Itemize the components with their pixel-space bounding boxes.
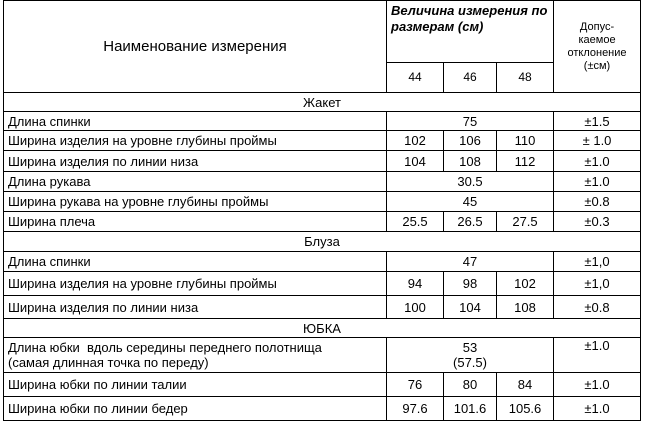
row-tolerance: ±0.8 xyxy=(554,192,641,212)
row-value-46: 101.6 xyxy=(444,397,497,421)
section-title-blouse: Блуза xyxy=(4,232,641,252)
row-value-46: 26.5 xyxy=(444,212,497,232)
row-name: Ширина изделия по линии низа xyxy=(4,151,387,172)
row-tolerance: ±1.0 xyxy=(554,172,641,192)
row-name: Ширина рукава на уровне глубины проймы xyxy=(4,192,387,212)
row-tolerance: ±0.3 xyxy=(554,212,641,232)
row-value-44: 94 xyxy=(387,272,444,296)
row-value-48: 102 xyxy=(497,272,554,296)
header-measurement-name: Наименование измерения xyxy=(4,1,387,93)
row-value-48: 108 xyxy=(497,296,554,319)
row-tolerance: ±1.0 xyxy=(554,397,641,421)
row-name: Длина спинки xyxy=(4,252,387,272)
row-value-line: 53 xyxy=(462,340,478,355)
header-tolerance xyxy=(554,1,641,93)
header-size-values: Величина измерения по размерам (см) xyxy=(387,1,554,63)
row-value-44: 104 xyxy=(387,151,444,172)
table-row xyxy=(4,151,641,172)
row-name: Ширина изделия на уровне глубины проймы xyxy=(4,131,387,151)
table-row xyxy=(4,212,641,232)
size-44: 44 xyxy=(387,63,444,93)
measurement-table xyxy=(3,0,641,421)
section-title-jacket: Жакет xyxy=(4,93,641,112)
row-value-46: 106 xyxy=(444,131,497,151)
row-value-merged: 45 xyxy=(387,192,554,212)
row-value-48: 112 xyxy=(497,151,554,172)
row-value-44: 25.5 xyxy=(387,212,444,232)
row-tolerance: ±1.0 xyxy=(554,151,641,172)
row-value-46: 108 xyxy=(444,151,497,172)
table-row xyxy=(4,131,641,151)
row-name: Длина спинки xyxy=(4,112,387,131)
section-title-skirt: ЮБКА xyxy=(4,319,641,338)
row-value-48: 105.6 xyxy=(497,397,554,421)
row-tolerance: ±1,0 xyxy=(554,252,641,272)
row-tolerance: ±1.0 xyxy=(554,338,641,373)
row-value-48: 27.5 xyxy=(497,212,554,232)
row-value-merged: 75 xyxy=(387,112,554,131)
row-name: Ширина изделия по линии низа xyxy=(4,296,387,319)
row-value-merged: 47 xyxy=(387,252,554,272)
table-row xyxy=(4,397,641,421)
row-name: Ширина юбки по линии талии xyxy=(4,373,387,397)
row-name: Длина рукава xyxy=(4,172,387,192)
row-value-48: 84 xyxy=(497,373,554,397)
row-name xyxy=(4,338,387,373)
table-row xyxy=(4,112,641,131)
row-value-line: (57.5) xyxy=(453,355,487,370)
row-tolerance: ±1.5 xyxy=(554,112,641,131)
row-tolerance: ±1.0 xyxy=(554,373,641,397)
table-row xyxy=(4,192,641,212)
row-name: Ширина изделия на уровне глубины проймы xyxy=(4,272,387,296)
row-name: Ширина плеча xyxy=(4,212,387,232)
table-row xyxy=(4,296,641,319)
header-tolerance-line: Допус- xyxy=(579,20,615,33)
row-value-44: 100 xyxy=(387,296,444,319)
header-tolerance-line: отклонение xyxy=(567,46,627,59)
table-row xyxy=(4,373,641,397)
header-tolerance-line: (±см) xyxy=(583,59,611,72)
row-name-line: (самая длинная точка по переду) xyxy=(8,355,209,370)
row-value-44: 76 xyxy=(387,373,444,397)
row-tolerance: ± 1.0 xyxy=(554,131,641,151)
table-row xyxy=(4,252,641,272)
row-value-44: 97.6 xyxy=(387,397,444,421)
header-tolerance-line: каемое xyxy=(578,33,616,46)
row-value-46: 80 xyxy=(444,373,497,397)
row-value-46: 98 xyxy=(444,272,497,296)
row-value-48: 110 xyxy=(497,131,554,151)
row-name-line: Длина юбки вдоль середины переднего полотнища xyxy=(8,340,322,355)
row-tolerance: ±1,0 xyxy=(554,272,641,296)
table-row xyxy=(4,172,641,192)
row-value-44: 102 xyxy=(387,131,444,151)
size-46: 46 xyxy=(444,63,497,93)
size-48: 48 xyxy=(497,63,554,93)
row-value-merged xyxy=(387,338,554,373)
row-name: Ширина юбки по линии бедер xyxy=(4,397,387,421)
row-tolerance: ±0.8 xyxy=(554,296,641,319)
row-value-46: 104 xyxy=(444,296,497,319)
row-value-merged: 30.5 xyxy=(387,172,554,192)
table-row xyxy=(4,338,641,373)
table-row xyxy=(4,272,641,296)
